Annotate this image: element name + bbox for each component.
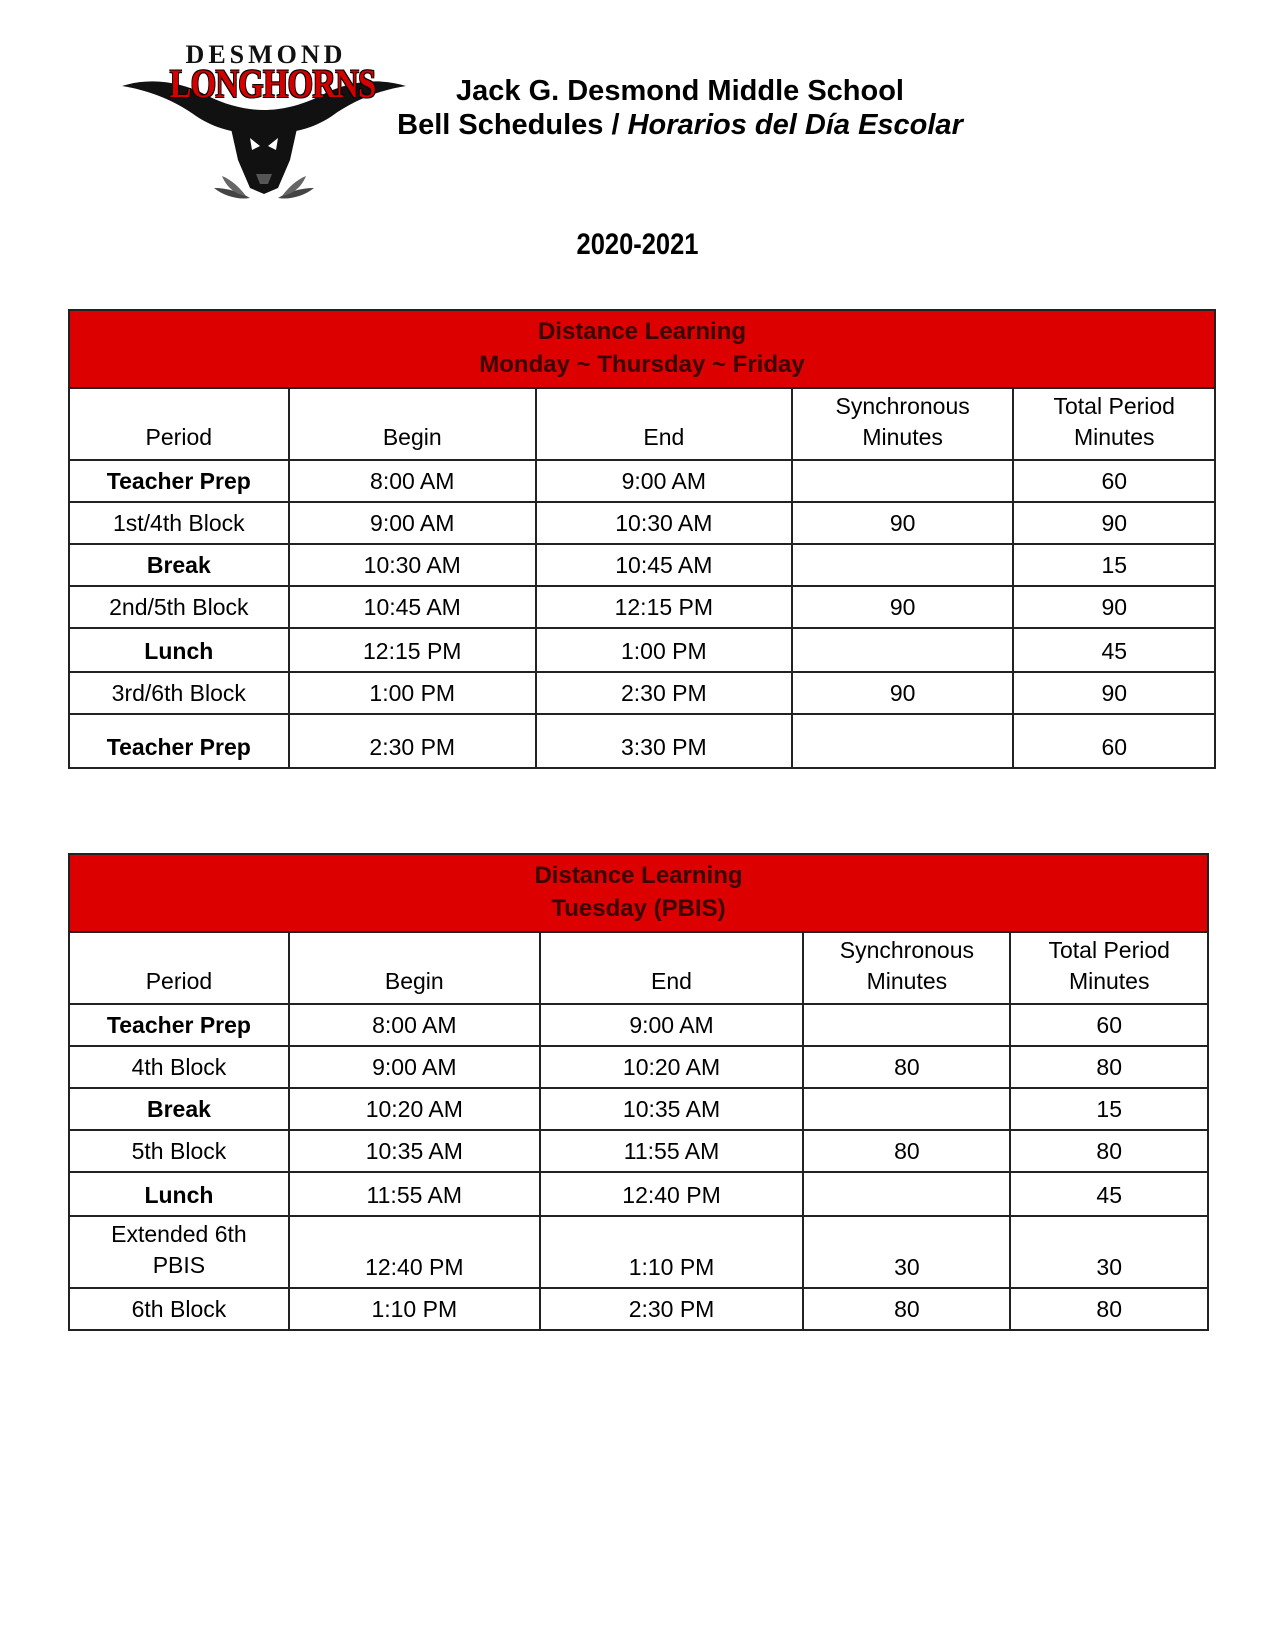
total-cell: 45 bbox=[1010, 1172, 1208, 1216]
col-sync: Synchronous Minutes bbox=[803, 932, 1010, 1004]
begin-cell: 1:00 PM bbox=[289, 672, 536, 714]
end-cell: 12:40 PM bbox=[540, 1172, 804, 1216]
table-row bbox=[69, 544, 1215, 586]
col-period: Period bbox=[69, 932, 289, 1004]
col-begin: Begin bbox=[289, 932, 540, 1004]
sync-cell: 80 bbox=[803, 1046, 1010, 1088]
end-cell: 12:15 PM bbox=[536, 586, 792, 628]
end-cell: 2:30 PM bbox=[540, 1288, 804, 1330]
table-row bbox=[69, 1004, 1208, 1046]
total-cell: 60 bbox=[1010, 1004, 1208, 1046]
period-cell: 5th Block bbox=[69, 1130, 289, 1172]
table-row bbox=[69, 460, 1215, 502]
logo-main-text: LONGHORNS bbox=[169, 61, 376, 106]
table-row bbox=[69, 1216, 1208, 1288]
col-total: Total Period Minutes bbox=[1013, 388, 1215, 460]
table-row bbox=[69, 1088, 1208, 1130]
sync-cell bbox=[792, 460, 1014, 502]
schedule-table-mon-thu-fri bbox=[68, 309, 1216, 769]
table-row bbox=[69, 1046, 1208, 1088]
table-header bbox=[69, 310, 1215, 388]
begin-cell: 10:45 AM bbox=[289, 586, 536, 628]
document-title bbox=[380, 74, 980, 142]
sync-cell bbox=[792, 714, 1014, 768]
period-cell: Teacher Prep bbox=[69, 714, 289, 768]
end-cell: 10:45 AM bbox=[536, 544, 792, 586]
school-name: Jack G. Desmond Middle School bbox=[456, 75, 904, 107]
period-cell: 1st/4th Block bbox=[69, 502, 289, 544]
begin-cell: 8:00 AM bbox=[289, 460, 536, 502]
total-cell: 90 bbox=[1013, 586, 1215, 628]
period-cell: Teacher Prep bbox=[69, 460, 289, 502]
col-end: End bbox=[540, 932, 804, 1004]
title-spanish: Horarios del Día Escolar bbox=[627, 109, 963, 141]
sync-cell bbox=[792, 544, 1014, 586]
total-cell: 90 bbox=[1013, 502, 1215, 544]
period-cell: Teacher Prep bbox=[69, 1004, 289, 1046]
period-cell: Extended 6th PBIS bbox=[69, 1216, 289, 1288]
col-begin: Begin bbox=[289, 388, 536, 460]
begin-cell: 10:20 AM bbox=[289, 1088, 540, 1130]
schedule-title bbox=[380, 108, 980, 142]
school-year: 2020-2021 bbox=[576, 228, 699, 261]
begin-cell: 10:35 AM bbox=[289, 1130, 540, 1172]
begin-cell: 12:40 PM bbox=[289, 1216, 540, 1288]
sync-cell bbox=[803, 1172, 1010, 1216]
table-title: Distance Learning bbox=[534, 862, 743, 889]
col-sync: Synchronous Minutes bbox=[792, 388, 1014, 460]
table-row bbox=[69, 586, 1215, 628]
begin-cell: 10:30 AM bbox=[289, 544, 536, 586]
end-cell: 9:00 AM bbox=[536, 460, 792, 502]
column-header-row bbox=[69, 932, 1208, 1004]
end-cell: 10:20 AM bbox=[540, 1046, 804, 1088]
end-cell: 2:30 PM bbox=[536, 672, 792, 714]
table-days: Monday ~ Thursday ~ Friday bbox=[479, 351, 805, 378]
period-cell: Break bbox=[69, 1088, 289, 1130]
sync-cell: 80 bbox=[803, 1288, 1010, 1330]
sync-cell: 90 bbox=[792, 672, 1014, 714]
sync-cell: 80 bbox=[803, 1130, 1010, 1172]
sync-cell bbox=[803, 1004, 1010, 1046]
end-cell: 3:30 PM bbox=[536, 714, 792, 768]
total-cell: 15 bbox=[1013, 544, 1215, 586]
end-cell: 10:35 AM bbox=[540, 1088, 804, 1130]
col-total: Total Period Minutes bbox=[1010, 932, 1208, 1004]
end-cell: 10:30 AM bbox=[536, 502, 792, 544]
period-cell: 2nd/5th Block bbox=[69, 586, 289, 628]
schedule-table-tuesday bbox=[68, 853, 1209, 1331]
begin-cell: 1:10 PM bbox=[289, 1288, 540, 1330]
table-days: Tuesday (PBIS) bbox=[551, 895, 726, 922]
school-logo bbox=[118, 38, 410, 208]
table-row bbox=[69, 1130, 1208, 1172]
begin-cell: 11:55 AM bbox=[289, 1172, 540, 1216]
period-cell: 6th Block bbox=[69, 1288, 289, 1330]
table-header bbox=[69, 854, 1208, 932]
total-cell: 45 bbox=[1013, 628, 1215, 672]
end-cell: 11:55 AM bbox=[540, 1130, 804, 1172]
total-cell: 80 bbox=[1010, 1046, 1208, 1088]
end-cell: 1:00 PM bbox=[536, 628, 792, 672]
table-row bbox=[69, 1172, 1208, 1216]
period-cell: 4th Block bbox=[69, 1046, 289, 1088]
title-english: Bell Schedules / bbox=[397, 109, 628, 141]
table-row bbox=[69, 714, 1215, 768]
begin-cell: 2:30 PM bbox=[289, 714, 536, 768]
period-cell: Lunch bbox=[69, 628, 289, 672]
total-cell: 60 bbox=[1013, 714, 1215, 768]
sync-cell: 90 bbox=[792, 502, 1014, 544]
table-row bbox=[69, 628, 1215, 672]
col-period: Period bbox=[69, 388, 289, 460]
period-cell: Lunch bbox=[69, 1172, 289, 1216]
table-row bbox=[69, 672, 1215, 714]
period-cell: 3rd/6th Block bbox=[69, 672, 289, 714]
sync-cell bbox=[792, 628, 1014, 672]
begin-cell: 9:00 AM bbox=[289, 1046, 540, 1088]
total-cell: 80 bbox=[1010, 1288, 1208, 1330]
column-header-row bbox=[69, 388, 1215, 460]
table-title: Distance Learning bbox=[537, 318, 747, 345]
end-cell: 1:10 PM bbox=[540, 1216, 804, 1288]
total-cell: 15 bbox=[1010, 1088, 1208, 1130]
sync-cell: 30 bbox=[803, 1216, 1010, 1288]
total-cell: 80 bbox=[1010, 1130, 1208, 1172]
sync-cell: 90 bbox=[792, 586, 1014, 628]
begin-cell: 8:00 AM bbox=[289, 1004, 540, 1046]
table-row bbox=[69, 1288, 1208, 1330]
begin-cell: 9:00 AM bbox=[289, 502, 536, 544]
col-end: End bbox=[536, 388, 792, 460]
total-cell: 60 bbox=[1013, 460, 1215, 502]
sync-cell bbox=[803, 1088, 1010, 1130]
begin-cell: 12:15 PM bbox=[289, 628, 536, 672]
total-cell: 90 bbox=[1013, 672, 1215, 714]
total-cell: 30 bbox=[1010, 1216, 1208, 1288]
period-cell: Break bbox=[69, 544, 289, 586]
logo-top-text: DESMOND bbox=[185, 40, 347, 69]
end-cell: 9:00 AM bbox=[540, 1004, 804, 1046]
table-row bbox=[69, 502, 1215, 544]
